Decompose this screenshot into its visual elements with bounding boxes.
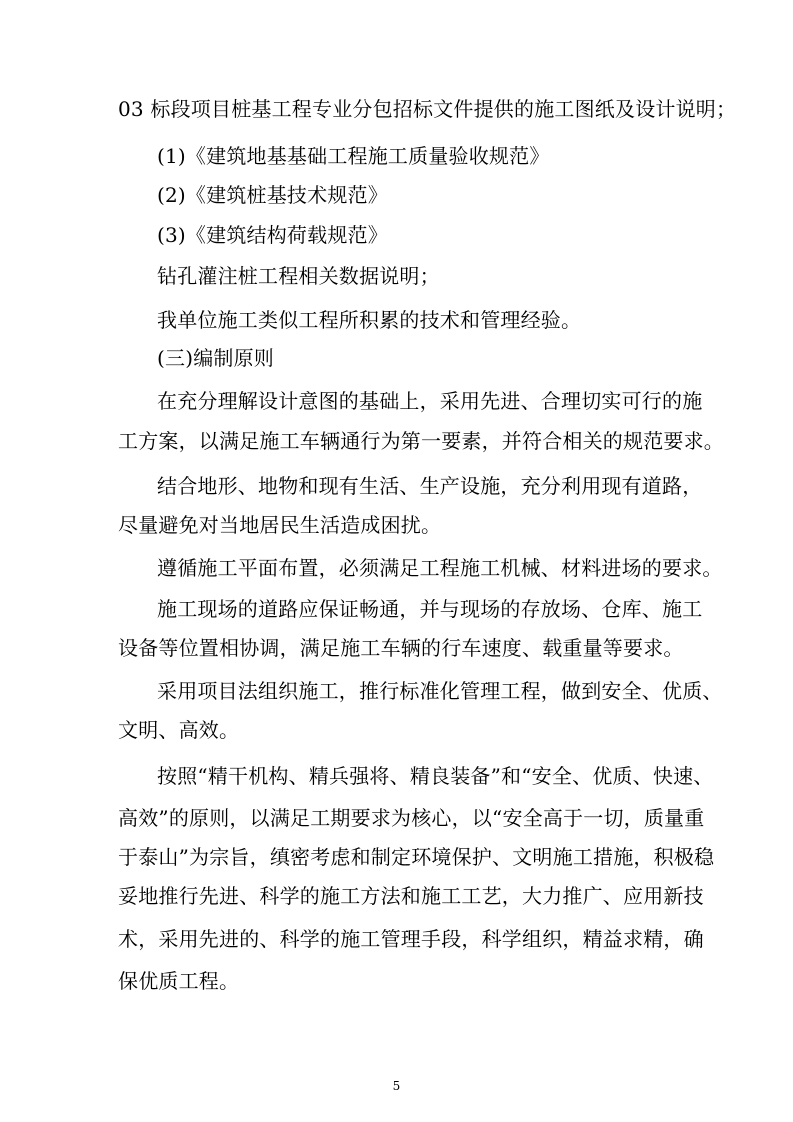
text-line: 术，采用先进的、科学的施工管理手段，科学组织，精益求精，确 — [118, 927, 704, 951]
page-number: 5 — [392, 1079, 401, 1093]
text-line: 于泰山”为宗旨，缜密考虑和制定环境保护、文明施工措施，积极稳 — [118, 845, 715, 869]
text-line: 保优质工程。 — [118, 969, 240, 993]
text-line: 工方案，以满足施工车辆通行为第一要素，并符合相关的规范要求。 — [118, 429, 724, 453]
section-heading: (三)编制原则 — [157, 346, 275, 370]
text-line: 钻孔灌注桩工程相关数据说明； — [157, 264, 440, 288]
text-line: 遵循施工平面布置，必须满足工程施工机械、材料进场的要求。 — [157, 556, 723, 580]
text-line: (2)《建筑桩基技术规范》 — [157, 183, 388, 207]
text-line: 设备等位置相协调，满足施工车辆的行车速度、载重量等要求。 — [118, 636, 684, 660]
text-line: 按照“精干机构、精兵强将、精良装备”和“安全、优质、快速、 — [157, 764, 714, 788]
text-line: 高效”的原则，以满足工期要求为核心，以“安全高于一切，质量重 — [118, 806, 705, 830]
text-line: 在充分理解设计意图的基础上，采用先进、合理切实可行的施 — [157, 389, 703, 413]
text-line: 03 标段项目桩基工程专业分包招标文件提供的施工图纸及设计说明； — [118, 97, 737, 121]
text-line: 我单位施工类似工程所积累的技术和管理经验。 — [157, 308, 582, 332]
text-line: 妥地推行先进、科学的施工方法和施工工艺，大力推广、应用新技 — [118, 884, 704, 908]
text-line: (1)《建筑地基基础工程施工质量验收规范》 — [157, 144, 550, 168]
text-line: 文明、高效。 — [118, 718, 240, 742]
text-line: 尽量避免对当地居民生活造成困扰。 — [118, 513, 442, 537]
text-line: 结合地形、地物和现有生活、生产设施，充分利用现有道路， — [157, 474, 703, 498]
text-line: (3)《建筑结构荷载规范》 — [157, 223, 388, 247]
text-line: 施工现场的道路应保证畅通，并与现场的存放场、仓库、施工 — [157, 597, 703, 621]
text-line: 采用项目法组织施工，推行标准化管理工程，做到安全、优质、 — [157, 679, 723, 703]
